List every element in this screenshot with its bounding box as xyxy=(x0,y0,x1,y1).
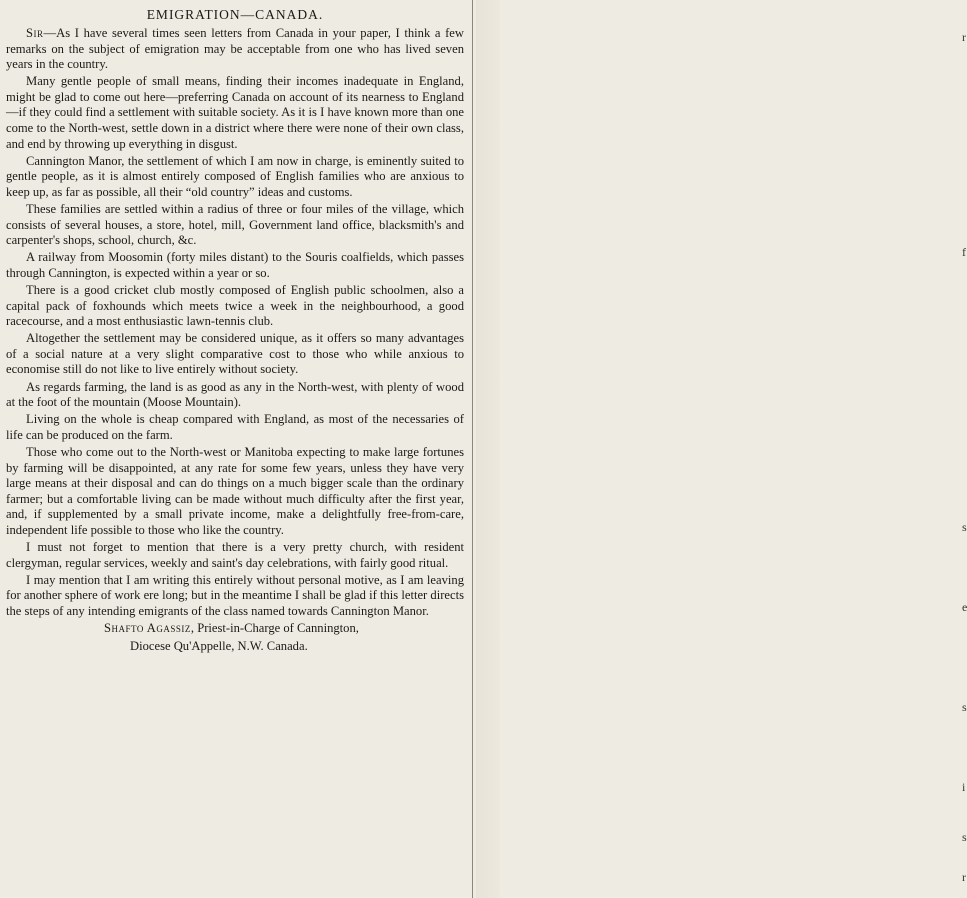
article-title: EMIGRATION—CANADA. xyxy=(146,7,324,22)
margin-fragment: s xyxy=(962,700,967,714)
paragraph-1-text: —As I have several times seen letters from Canada in your paper, I think a few remarks on the subject of emigration may be acceptable from one who has lived seven years in the country. xyxy=(6,26,464,72)
paragraph-6: There is a good cricket club mostly composed of English public schoolmen, also a capital pack of foxhounds which meets twice a week in the neighbourhood, a good racecourse, and a most enthusiastic lawn-tennis club. xyxy=(6,283,464,329)
paragraph-5: A railway from Moosomin (forty miles distant) to the Souris coalfields, which passes through Cannington, is expected within a year or so. xyxy=(6,250,464,280)
paragraph-2: Many gentle people of small means, finding their incomes inadequate in England, might be glad to come out here—preferring Canada on account of its nearness to England—if they could find a settlement with suitable society. As it is I have known more than one come to the North-west, settle down in a district where there were none of their own class, and end by throwing up everything in disgust. xyxy=(6,74,464,151)
signature-line-2: Diocese Qu'Appelle, N.W. Canada. xyxy=(130,639,308,654)
adjacent-column-edge xyxy=(476,0,967,898)
signature-name: Shafto Agassiz xyxy=(104,621,191,636)
margin-fragment: r xyxy=(962,30,966,44)
margin-fragment: i xyxy=(962,780,966,794)
letter-column xyxy=(0,0,468,898)
paragraph-12: I may mention that I am writing this entirely without personal motive, as I am leaving for another sphere of work ere long; but in the meantime I shall be glad if this letter directs the steps of any intending emigrants of the class named towards Cannington Manor. xyxy=(6,572,464,618)
signature-line-1 xyxy=(6,621,464,637)
paragraph-9: Living on the whole is cheap compared with England, as most of the necessaries of life can be produced on the farm. xyxy=(6,412,464,442)
salutation: Sir xyxy=(26,26,44,40)
paragraph-10: Those who come out to the North-west or Manitoba expecting to make large fortunes by farming will be disappointed, at any rate for some few years, unless they have very large means at their disposal and can do things on a much bigger scale than the ordinary farmer; but a comfortable living can be made without much difficulty after the first year, and, if supplemented by a small private income, make a delightfully free-from-care, independent life possible to those who like the country. xyxy=(6,444,464,537)
margin-fragment: f xyxy=(962,245,966,259)
margin-fragment: e xyxy=(962,600,967,614)
paragraph-1 xyxy=(6,26,464,73)
margin-fragment: s xyxy=(962,520,967,534)
paragraph-3: Cannington Manor, the settlement of which I am now in charge, is eminently suited to gentle people, as it is almost entirely composed of English families who are anxious to keep up, as far as possible, all their “old country” ideas and customs. xyxy=(6,153,464,199)
margin-fragment: r xyxy=(962,870,966,884)
paragraph-4: These families are settled within a radius of three or four miles of the village, which consists of several houses, a store, hotel, mill, Government land office, blacksmith's and carpenter's shops, school, church, &c. xyxy=(6,202,464,248)
paragraph-7: Altogether the settlement may be considered unique, as it offers so many advantages of a social nature at a very slight comparative cost to those who while anxious to economise still do not like to live entirely without society. xyxy=(6,331,464,377)
paragraph-8: As regards farming, the land is as good as any in the North-west, with plenty of wood at the foot of the mountain (Moose Mountain). xyxy=(6,379,464,410)
column-divider xyxy=(472,0,473,898)
paragraph-11: I must not forget to mention that there is a very pretty church, with resident clergyman, regular services, weekly and saint's day celebrations, with fairly good ritual. xyxy=(6,540,464,570)
margin-fragment: s xyxy=(962,830,967,844)
signature-role: , Priest-in-Charge of Cannington, xyxy=(190,621,359,636)
